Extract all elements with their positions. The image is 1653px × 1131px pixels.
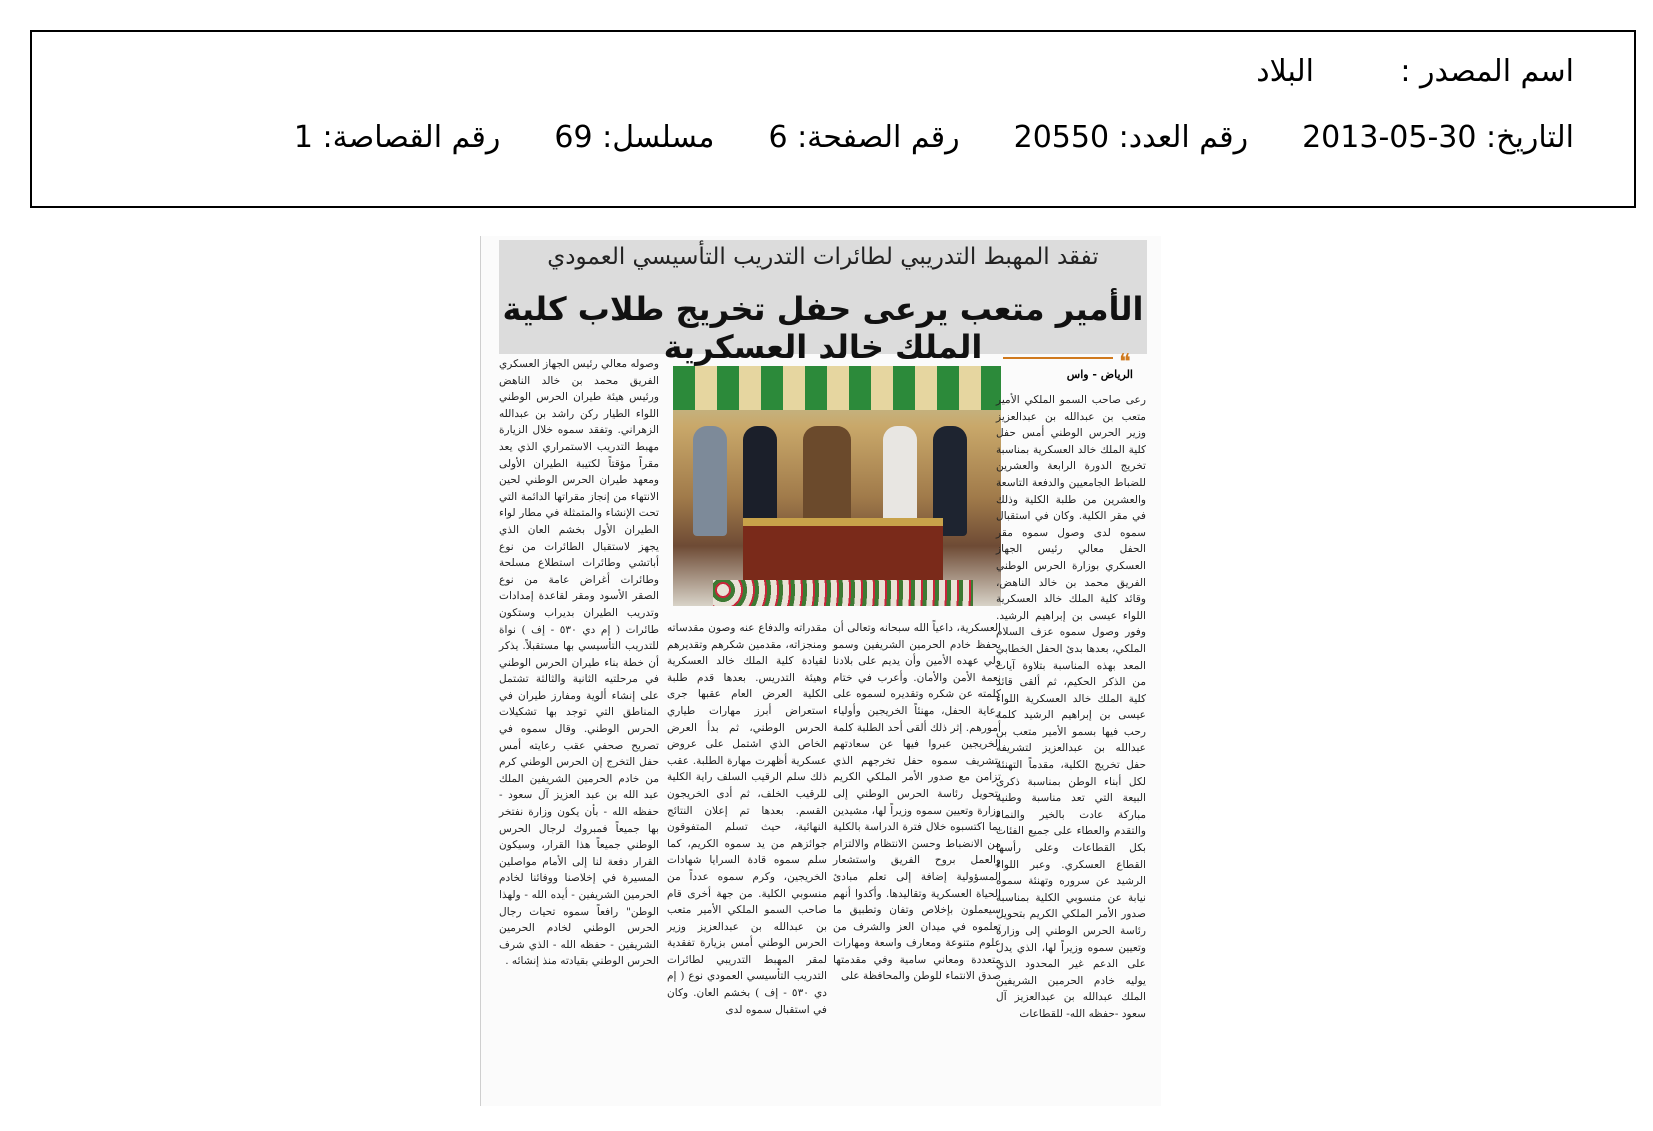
source-info-box <box>30 30 1636 208</box>
article-headline: الأمير متعب يرعى حفل تخريج طلاب كلية الملك خالد العسكرية <box>502 290 1144 366</box>
source-label: اسم المصدر : <box>1400 54 1574 89</box>
photo-flowers <box>713 580 973 606</box>
clip-field: رقم القصاصة: 1 <box>293 120 501 155</box>
article-column-right <box>996 392 1146 1023</box>
article-column-middle-1 <box>833 620 1001 985</box>
source-value: البلاد <box>1256 54 1314 89</box>
column-text: رعى صاحب السمو الملكي الأمير متعب بن عبدالله بن عبدالعزيز وزير الحرس الوطني أمس حفل كلية الملك خالد العسكرية بمناسبة تخريج الدورة الرابعة والعشرين للضباط الجامعيين والدفعة التاسعة والعشرين من طلبة الكلية وذلك في مقر الكلية. وكان في استقبال سموه لدى وصول سموه مقر الحفل معالي رئيس الجهاز العسكري بوزارة الحرس الوطني الفريق محمد بن خالد الناهض، وقائد كلية الملك خالد العسكرية اللواء عيسى بن إبراهيم الرشيد. وفور وصول سموه عزف السلام الملكي، بعدها بدئ الحفل الخطابي المعد بهذه المناسبة بتلاوة آيات من الذكر الحكيم، ثم ألقى قائد كلية الملك خالد العسكرية اللواء عيسى بن إبراهيم الرشيد كلمة رحب فيها بسمو الأمير متعب بن عبدالله بن عبدالعزيز لتشريفه حفل تخريج الكلية، مقدماً التهنئة لكل أبناء الوطن بمناسبة ذكرى البيعة التي تعد مناسبة وطنية مباركة عادت بالخير والنماء والتقدم والعطاء على جميع الفئات بكل القطاعات وعلى رأسها القطاع العسكري. وعبر اللواء الرشيد عن سروره وتهنئة سموه نيابة عن منسوبي الكلية بمناسبة صدور الأمر الملكي الكريم بتحويل رئاسة الحرس الوطني إلى وزارة وتعيين سموه وزيراً لها، الذي يدل على الدعم غير المحدود الذي يوليه خادم الحرمين الشريفين الملك عبدالله بن عبدالعزيز آل سعود -حفظه الله- للقطاعات <box>996 394 1146 1020</box>
serial-field: مسلسل: 69 <box>554 120 715 155</box>
ceremony-photo <box>673 366 1001 606</box>
issue-field: رقم العدد: 20550 <box>1013 120 1249 155</box>
date-field: التاريخ: 30-05-2013 <box>1302 120 1574 155</box>
page-field: رقم الصفحة: 6 <box>768 120 960 155</box>
article-kicker: تفقد المهبط التدريبي لطائرات التدريب التأسيسي العمودي <box>547 244 1099 270</box>
column-text: وصوله معالي رئيس الجهاز العسكري الفريق محمد بن خالد الناهض ورئيس هيئة طيران الحرس الوطني اللواء الطيار ركن راشد بن عبدالله الزهراني. وتفقد سموه خلال الزيارة مهبط التدريب الاستمراري الذي يعد مقراً مؤقتاً لكتيبة الطيران الأولى ومعهد طيران الحرس الوطني لحين الانتهاء من إنجاز مقراتها الدائمة التي تحت الإنشاء والمتمثلة في مطار لواء الطيران الأول بخشم العان الذي يجهز لاستقبال الطائرات من نوع أباتشي وطائرات استطلاع مسلحة وطائرات أغراض عامة من نوع الصقر الأسود ومقر لقاعدة إمدادات وتدريب الطيران بديراب وستكون طائرات ( إم دي ٥٣٠ - إف ) نواة للتدريب التأسيسي بها مستقبلاً. يذكر أن خطة بناء طيران الحرس الوطني في مرحلتيه الثانية والثالثة تشتمل على إنشاء ألوية ومفارز طيران في المناطق التي توجد بها تشكيلات الحرس الوطني. وقال سموه في تصريح صحفي عقب رعايته أمس حفل التخرج إن الحرس الوطني كرم من خادم الحرمين الشريفين الملك عبد الله بن عبد العزيز آل سعود - حفظه الله - بأن يكون وزارة نفتخر بها جميعاً فمبروك لرجال الحرس الوطني جميعاً هذا القرار، وسيكون القرار دفعة لنا إلى الأمام مواصلين المسيرة في إخلاصنا ووفائنا لخادم الحرمين الشريفين - أيده الله - ولهذا الوطن" رافعاً سموه تحيات رجال الحرس الوطني لخادم الحرمين الشريفين - حفظه الله - الذي شرف الحرس الوطني بقيادته منذ إنشائه . <box>499 358 659 968</box>
column-text: العسكرية، داعياً الله سبحانه وتعالى أن يحفظ خادم الحرمين الشريفين وسمو ولي عهده الأمين وأن يديم على بلادنا نعمة الأمن والأمان. وأعرب في ختام كلمته عن شكره وتقديره لسموه على رعاية الحفل، مهنئاً الخريجين وأولياء أمورهم. إثر ذلك ألقى أحد الطلبة كلمة الخريجين عبروا فيها عن سعادتهم بتشريف سموه حفل تخرجهم الذي تزامن مع صدور الأمر الملكي الكريم بتحويل رئاسة الحرس الوطني إلى وزارة وتعيين سموه وزيراً لها، مشيدين بما اكتسبوه خلال فترة الدراسة بالكلية من الانضباط وحسن الانتظام والالتزام والعمل بروح الفريق واستشعار المسؤولية إضافة إلى تعلم مبادئ الحياة العسكرية وتقاليدها. وأكدوا أنهم سيعملون بإخلاص وتفان وتطبيق ما تعلموه في ميدان العز والشرف من علوم متنوعة ومعارف واسعة ومهارات متعددة ومعاني سامية وفي مقدمتها صدق الانتماء للوطن والمحافظة على <box>833 622 1001 983</box>
photo-figure <box>693 426 727 536</box>
article-dateline: الرياض - واس <box>1066 368 1133 381</box>
photo-banner <box>673 366 1001 410</box>
accent-rule <box>1003 357 1113 359</box>
photo-table <box>743 518 943 588</box>
column-text: مقدراته والدفاع عنه وصون مقدساته ومنجزاته، مقدمين شكرهم وتقديرهم لقيادة كلية الملك خالد العسكرية وهيئة التدريس. بعدها قدم طلبة الكلية العرض العام عقبها جرى استعراض أبرز مهارات طياري الحرس الوطني، ثم بدأ العرض الخاص الذي اشتمل على عروض عسكرية أظهرت مهارة الطلبة. عقب ذلك سلم الرقيب السلف راية الكلية للرقيب الخلف، ثم أدى الخريجون القسم. بعدها تم إعلان النتائج النهائية، حيث تسلم المتفوقون جوائزهم من يد سموه الكريم، كما سلم سموه قادة السرايا شهادات الخريجين، وكرم سموه عدداً من منسوبي الكلية. من جهة أخرى قام صاحب السمو الملكي الأمير متعب بن عبدالله بن عبدالعزيز وزير الحرس الوطني أمس بزيارة تفقدية لمقر المهبط التدريبي لطائرات التدريب التأسيسي العمودي نوع ( إم دي ٥٣٠ - إف ) بخشم العان. وكان في استقبال سموه لدى <box>667 622 827 1016</box>
article-column-middle-2 <box>667 620 827 1018</box>
source-row <box>1256 54 1574 89</box>
details-row <box>294 120 1574 155</box>
article-column-left <box>499 356 659 970</box>
newspaper-clipping <box>480 236 1161 1106</box>
quote-mark-icon: ❝ <box>1119 350 1131 375</box>
article-header <box>499 240 1147 366</box>
